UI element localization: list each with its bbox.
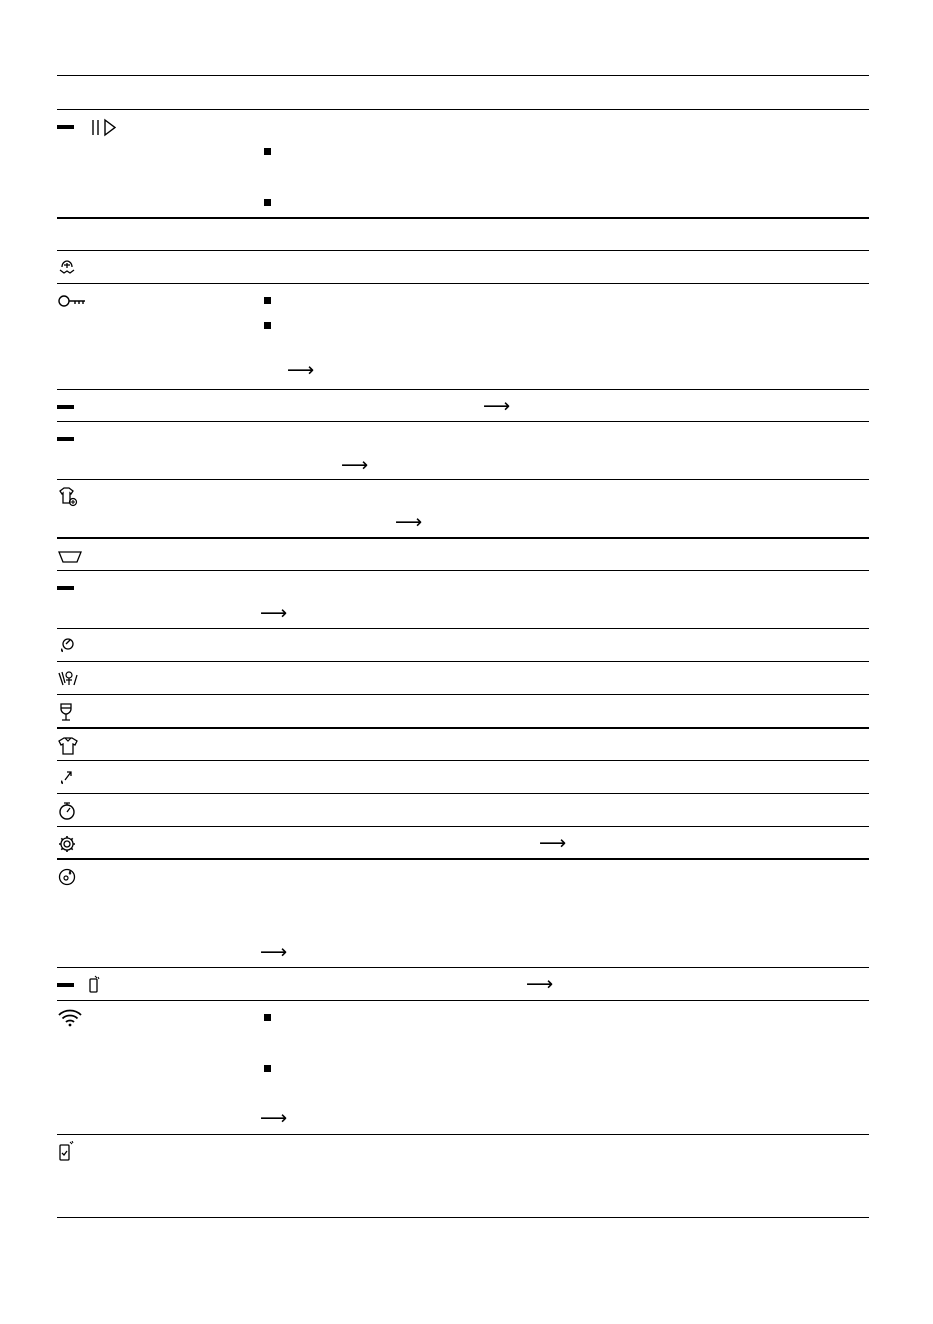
arrow-icon: ⟶ (260, 1107, 288, 1129)
bullet-marker (264, 1014, 271, 1021)
table-row-quick (57, 793, 869, 826)
dash-symbol (57, 397, 74, 417)
dash-icon (57, 586, 74, 590)
drum-symbol (57, 546, 83, 566)
table-row-spin (57, 628, 869, 661)
intensive-icon (57, 258, 77, 278)
start-pause-icon (80, 117, 116, 137)
extra-rinse-symbol (57, 487, 79, 507)
bullet-marker (264, 1065, 271, 1072)
table-row-rinse (57, 760, 869, 793)
table-section-row (57, 217, 869, 250)
bullet-marker (264, 297, 271, 304)
wifi-symbol (57, 1008, 83, 1028)
arrow-icon: ⟶ (287, 359, 315, 381)
table-row-dash-2 (57, 421, 869, 479)
phone-icon (80, 975, 102, 995)
reference-table (57, 75, 869, 1218)
table-row-remote-check (57, 1134, 869, 1218)
table-row-start-pause (57, 109, 869, 217)
shirt-plus-icon (57, 486, 79, 508)
table-row-wifi (57, 1000, 869, 1134)
arrow-icon: ⟶ (341, 454, 369, 476)
table-row-dash-1 (57, 389, 869, 421)
table-row-delicates (57, 694, 869, 727)
rinse-drop-icon (57, 768, 77, 788)
child-lock-symbol (57, 291, 87, 311)
table-row-settings (57, 826, 869, 858)
table-row-dosing (57, 858, 869, 967)
drum-icon (57, 546, 83, 566)
dash-symbol (57, 578, 74, 598)
dash-start-pause-symbol (57, 117, 116, 137)
table-header-row (57, 75, 869, 109)
bullet-marker (264, 199, 271, 206)
bullet-marker (264, 148, 271, 155)
rinse-symbol (57, 768, 77, 788)
phone-check-icon (57, 1141, 77, 1163)
timer-icon (57, 801, 77, 821)
remote-start-symbol (57, 975, 102, 995)
table-row-extra-rinse (57, 479, 869, 537)
shirt-icon (57, 736, 79, 756)
spin-drop-icon (57, 636, 77, 656)
dash-icon (57, 983, 74, 987)
wifi-icon (57, 1008, 83, 1028)
dosing-symbol (57, 867, 77, 887)
table-row-intensive (57, 250, 869, 283)
arrow-icon: ⟶ (483, 395, 511, 417)
wine-glass-icon (57, 702, 75, 722)
bullet-marker (264, 322, 271, 329)
arrow-icon: ⟶ (539, 832, 567, 854)
arrow-icon: ⟶ (526, 973, 554, 995)
dash-icon (57, 125, 74, 129)
remote-check-symbol (57, 1142, 77, 1162)
delicates-symbol (57, 702, 75, 722)
dash-icon (57, 437, 74, 441)
gear-icon (57, 834, 77, 854)
dash-icon (57, 405, 74, 409)
allergy-symbol (57, 669, 79, 689)
allergy-icon (57, 669, 79, 689)
quick-symbol (57, 801, 77, 821)
dash-symbol (57, 429, 74, 449)
table-row-child-lock (57, 283, 869, 389)
table-row-shirts (57, 727, 869, 760)
table-row-dash-3 (57, 570, 869, 628)
table-row-remote-start (57, 967, 869, 1000)
shirts-symbol (57, 736, 79, 756)
key-icon (57, 291, 87, 311)
arrow-icon: ⟶ (395, 511, 423, 533)
arrow-icon: ⟶ (260, 941, 288, 963)
table-row-drum (57, 537, 869, 570)
spin-symbol (57, 636, 77, 656)
arrow-icon: ⟶ (260, 602, 288, 624)
dosing-icon (57, 867, 77, 887)
table-row-allergy (57, 661, 869, 694)
settings-symbol (57, 834, 77, 854)
intensive-symbol (57, 258, 77, 278)
